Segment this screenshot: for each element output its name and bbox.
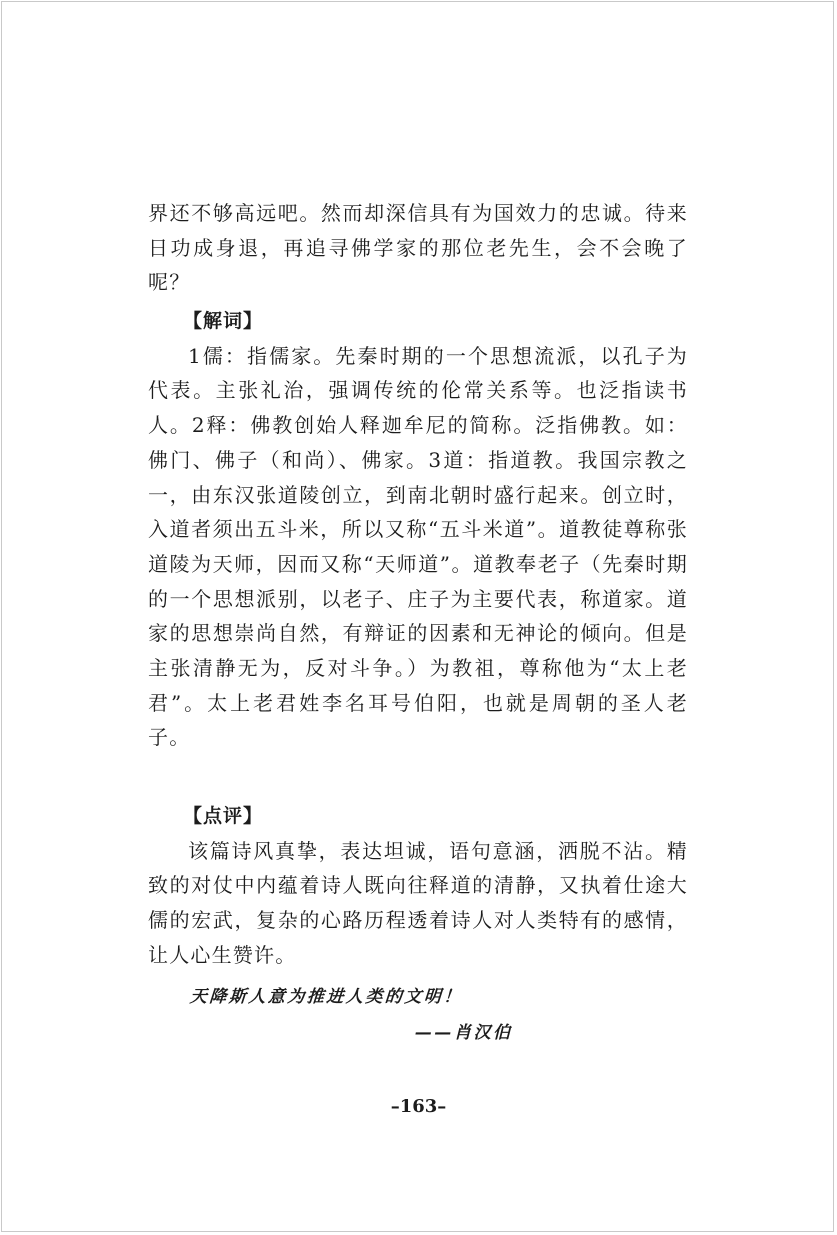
explanation-section [148, 304, 688, 755]
quote-text: 天降斯人意为推进人类的文明！ [189, 987, 464, 1007]
explanation-paragraph: 1儒：指儒家。先秦时期的一个思想流派，以孔子为代表。主张礼治，强调传统的伦常关系等。也泛指读书人。2释：佛教创始人释迦牟尼的简称。泛指佛教。如：佛门、佛子（和尚）、佛家。3道：指道教。我国宗教之一，由东汉张道陵创立，到南北朝时盛行起来。创立时，入道者须出五斗米，所以又称“五斗米道”。道教徒尊称张道陵为天师，因而又称“天师道”。道教奉老子（先秦时期的一个思想派别，以老子、庄子为主要代表，称道家。道家的思想崇尚自然，有辩证的因素和无神论的倾向。但是主张清静无为，反对斗争。）为教祖，尊称他为“太上老君”。太上老君姓李名耳号伯阳，也就是周朝的圣人老子。 [148, 343, 688, 750]
comment-heading: 【点评】 [183, 805, 264, 827]
explanation-heading: 【解词】 [183, 310, 264, 332]
intro-paragraph: 界还不够高远吧。然而却深信具有为国效力的忠诚。待来日功成身退，再追寻佛学家的那位老先生，会不会晚了呢？ [148, 201, 688, 295]
page-number: –163– [390, 1096, 447, 1117]
comment-section [148, 799, 688, 973]
comment-paragraph: 该篇诗风真挚，表达坦诚，语句意涵，洒脱不沾。精致的对仗中内蕴着诗人既向往释道的清静，又执着仕途大儒的宏武，复杂的心路历程透着诗人对人类特有的感情，让人心生赞许。 [148, 838, 688, 967]
intro-section [148, 196, 688, 300]
quote-attribution: ——肖汉伯 [415, 1023, 513, 1043]
